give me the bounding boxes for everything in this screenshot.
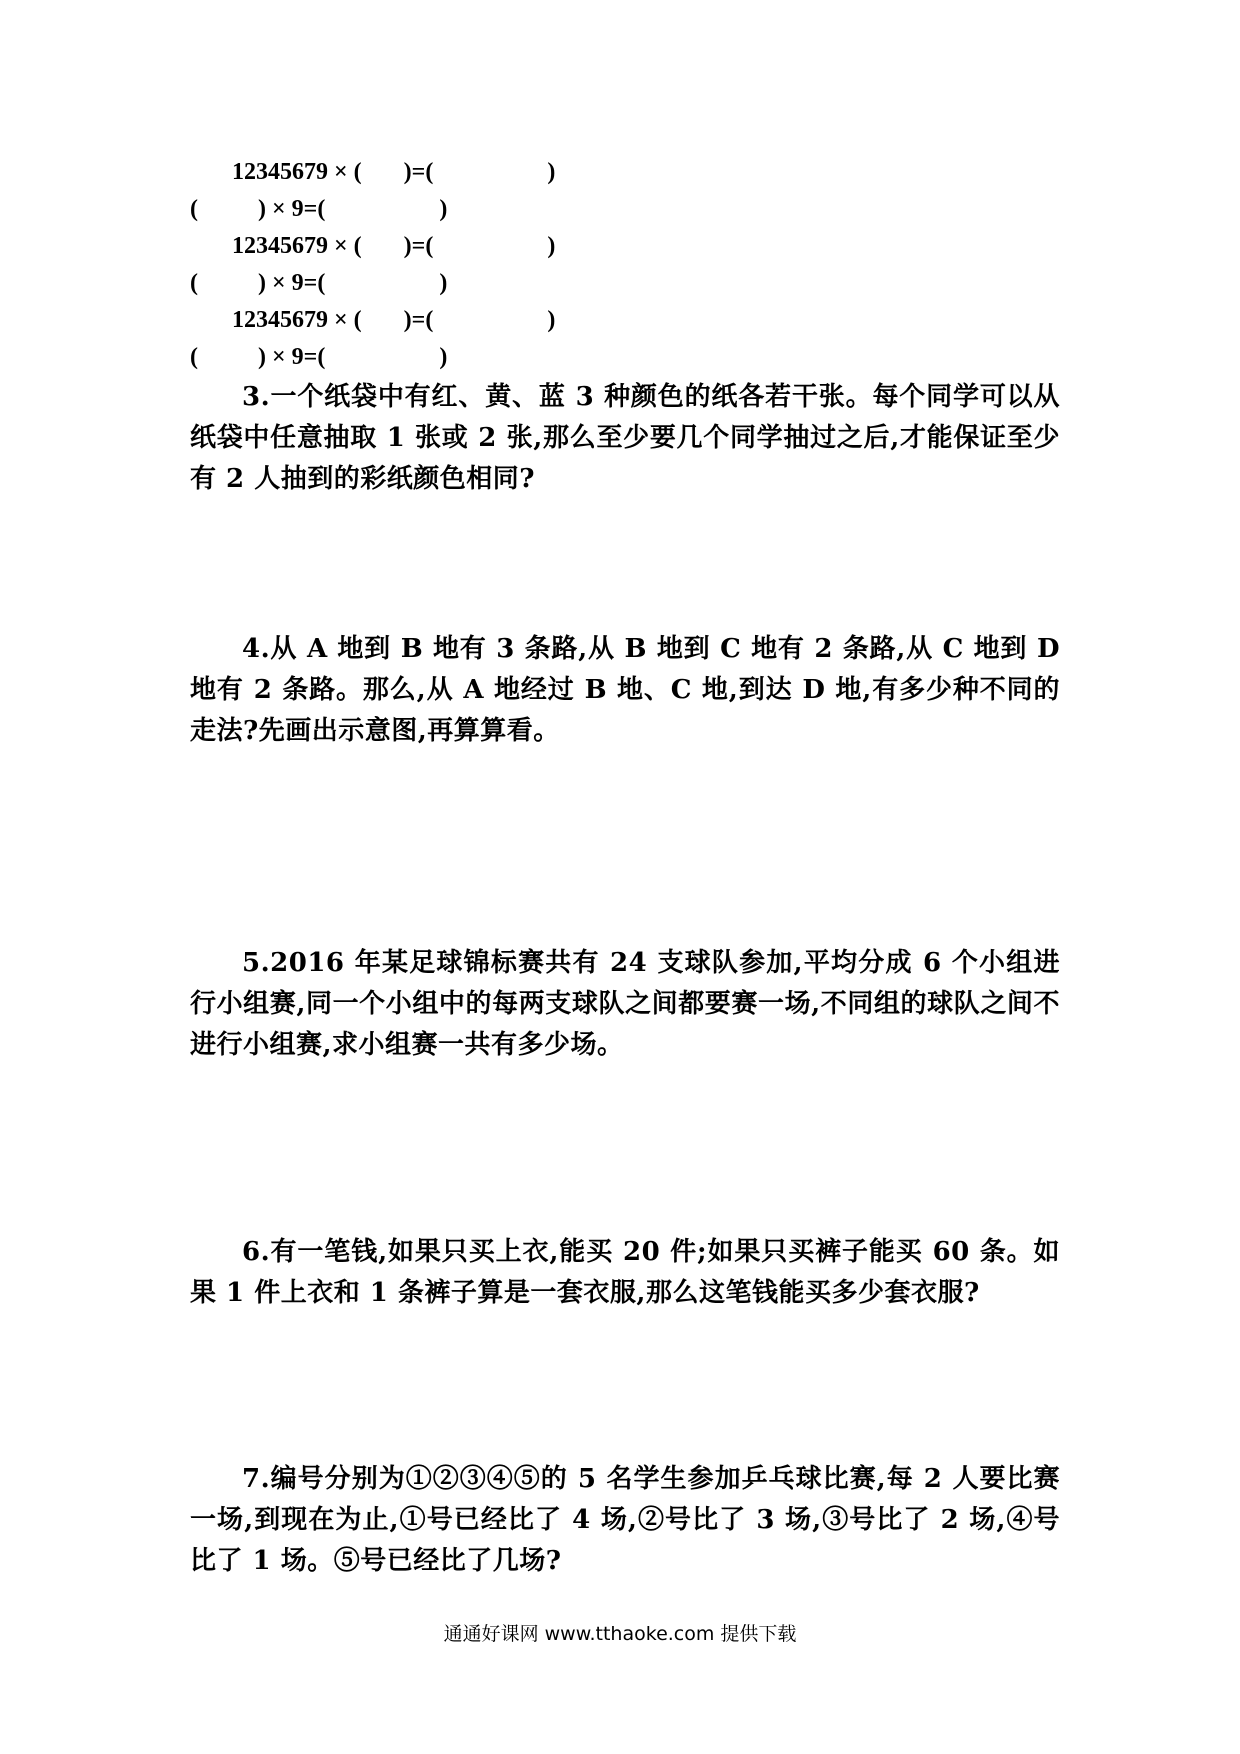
question-4: [190, 629, 1060, 752]
equation-row-1: 12345679 × ( )=( ): [232, 159, 556, 185]
page-footer: 通通好课网 www.tthaoke.com 提供下载: [443, 1623, 797, 1645]
question-6-text: 6.有一笔钱,如果只买上衣,能买 20 件;如果只买裤子能买 60 条。如果 1 件上衣和 1 条裤子算是一套衣服,那么这笔钱能买多少套衣服?: [190, 1237, 1060, 1308]
question-6: [190, 1232, 1060, 1314]
question-5: [190, 943, 1060, 1066]
equation-row-2: ( ) × 9=( ): [190, 196, 448, 222]
equation-row-3: 12345679 × ( )=( ): [232, 233, 556, 259]
question-4-text: 4.从 A 地到 B 地有 3 条路,从 B 地到 C 地有 2 条路,从 C 地到 D 地有 2 条路。那么,从 A 地经过 B 地、C 地,到达 D 地,有多少种不同的走法?先画出示意图,再算算看。: [190, 634, 1060, 746]
question-3: [190, 377, 1060, 500]
question-5-text: 5.2016 年某足球锦标赛共有 24 支球队参加,平均分成 6 个小组进行小组赛,同一个小组中的每两支球队之间都要赛一场,不同组的球队之间不进行小组赛,求小组赛一共有多少场。: [190, 948, 1060, 1060]
equation-row-4: ( ) × 9=( ): [190, 270, 448, 296]
question-7-text: 7.编号分别为①②③④⑤的 5 名学生参加乒乓球比赛,每 2 人要比赛一场,到现在为止,①号已经比了 4 场,②号比了 3 场,③号比了 2 场,④号比了 1 场。⑤号已经比了几场?: [190, 1464, 1060, 1576]
question-7: [190, 1459, 1060, 1582]
equation-row-6: ( ) × 9=( ): [190, 344, 448, 370]
question-3-text: 3.一个纸袋中有红、黄、蓝 3 种颜色的纸各若干张。每个同学可以从纸袋中任意抽取 1 张或 2 张,那么至少要几个同学抽过之后,才能保证至少有 2 人抽到的彩纸颜色相同?: [190, 382, 1060, 494]
equation-row-5: 12345679 × ( )=( ): [232, 307, 556, 333]
